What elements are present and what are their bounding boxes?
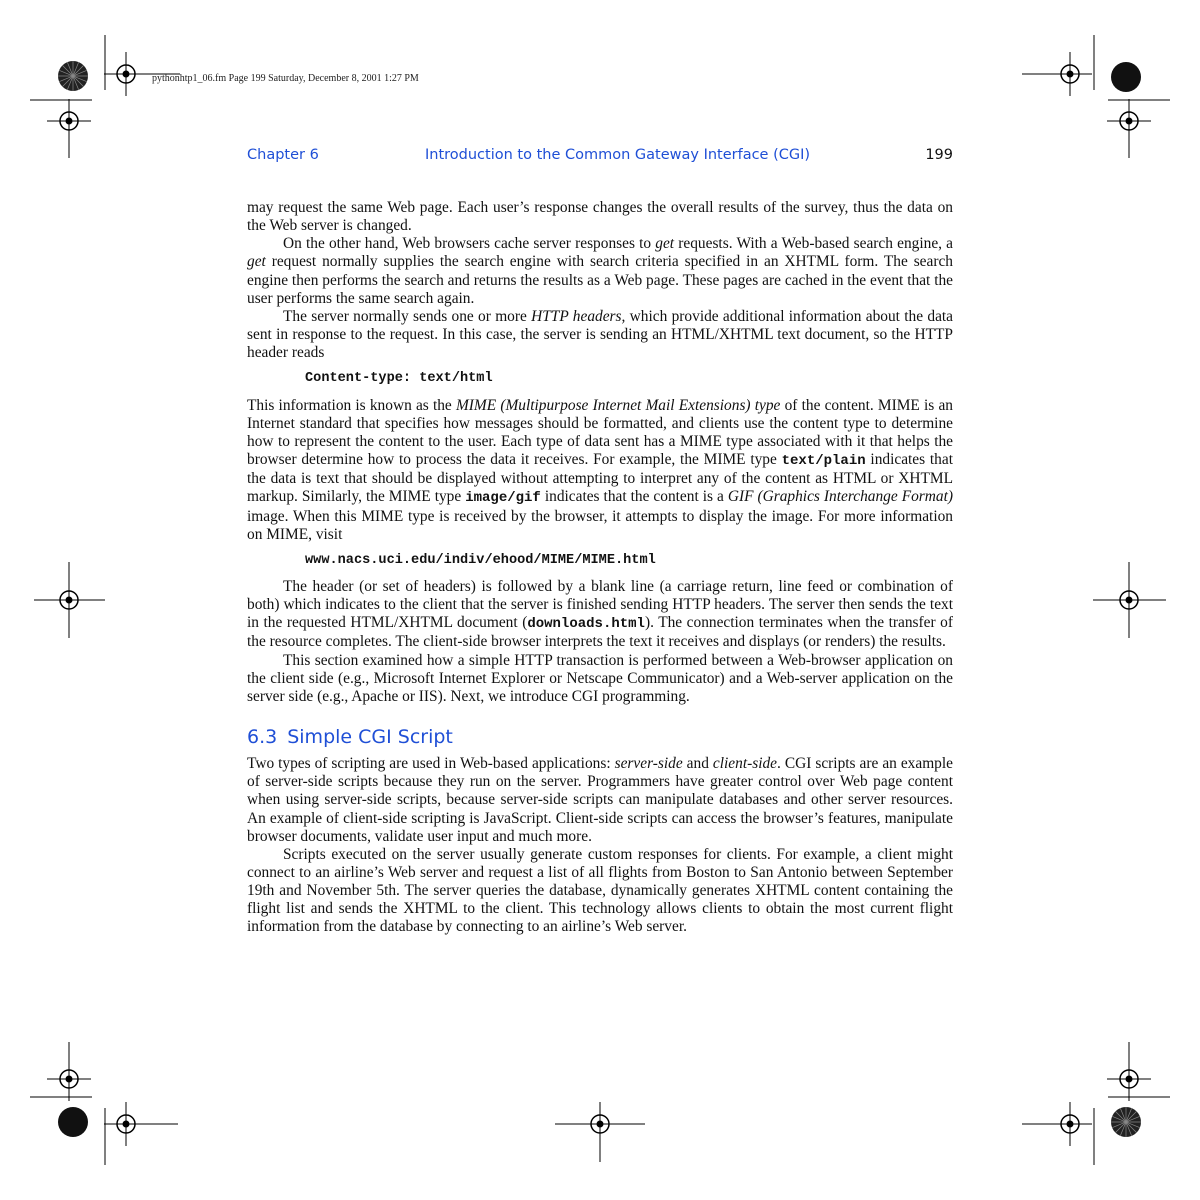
registration-mark-icon <box>1107 99 1151 143</box>
section-title: Simple CGI Script <box>287 726 453 749</box>
registration-mark-icon <box>104 52 148 96</box>
paragraph: The server normally sends one or more HTTP headers, which provide additional information about the data sent in response to the request. In this case, the server is sending an HTML/XHTML text document, so the HTTP header reads <box>247 307 954 362</box>
paragraph: This section examined how a simple HTTP transaction is performed between a Web-browser application on the client side (e.g., Microsoft Internet Explorer or Netscape Communicator) and a Web-server application on the server side (e.g., Apache or IIS). Next, we introduce CGI programming. <box>247 651 953 705</box>
page-number: 199 <box>925 147 953 163</box>
print-slug: pythonhtp1_06.fm Page 199 Saturday, December 8, 2001 1:27 PM <box>152 73 419 84</box>
paragraph: Scripts executed on the server usually generate custom responses for clients. For example, a client might connect to an airline’s Web server and request a list of all flights from Boston to San Antonio between September 19th and November 5th. The server queries the database, dynamically generates XHTML content containing the flight list and sends the XHTML to the client. This technology allows clients to obtain the most current flight information from the database by connecting to an airline’s Web server. <box>247 845 953 936</box>
code-line: Content-type: text/html <box>305 371 493 387</box>
chapter-title: Introduction to the Common Gateway Interface (CGI) <box>425 147 811 163</box>
registration-mark-icon <box>1107 1057 1151 1101</box>
color-target-bottom-left <box>58 1107 88 1137</box>
running-head <box>247 147 953 167</box>
section-heading <box>247 725 953 749</box>
registration-mark-icon <box>1048 1102 1092 1146</box>
paragraph: The header (or set of headers) is followed by a blank line (a carriage return, line feed or combination of both) which indicates to the client that the server is finished sending HTTP headers. The server then sends the text in the requested HTML/XHTML document (downloads.html). The connection terminates when the transfer of the resource completes. The client-side browser interprets the text it receives and displays (or renders) the results. <box>247 577 953 651</box>
section-number: 6.3 <box>247 726 278 749</box>
registration-mark-icon <box>47 1057 91 1101</box>
paragraph: may request the same Web page. Each user’s response changes the overall results of the survey, thus the data on the Web server is changed. <box>247 199 953 235</box>
color-target-bottom-right <box>1111 1107 1141 1137</box>
color-target-top-left <box>58 61 88 91</box>
registration-mark-icon <box>1107 578 1151 622</box>
code-line-url: www.nacs.uci.edu/indiv/ehood/MIME/MIME.html <box>305 552 656 568</box>
paragraph: Two types of scripting are used in Web-based applications: server-side and client-side. CGI scripts are an example of server-side scripts because they run on the server. Programmers have greater control over Web page content when using server-side scripts, because server-side scripts can manipulate databases and other server resources. An example of client-side scripting is JavaScript. Client-side scripts can access the browser’s features, manipulate browser documents, validate user input and much more. <box>247 755 953 845</box>
paragraph: This information is known as the MIME (Multipurpose Internet Mail Extensions) type of the content. MIME is an Internet standard that specifies how messages should be formatted, and clients use the content type to determine how to represent the content to the user. Each type of data sent has a MIME type associated with it that helps the browser determine how to process the data it receives. For example, the MIME type text/plain indicates that the data is text that should be displayed without attempting to interpret any of the content as HTML or XHTML markup. Similarly, the MIME type image/gif indicates that the content is a GIF (Graphics Interchange Format) image. When this MIME type is received by the browser, it attempts to display the image. For more information on MIME, visit <box>247 396 953 543</box>
registration-mark-icon <box>104 1102 148 1146</box>
paragraph: On the other hand, Web browsers cache server responses to get requests. With a Web-based search engine, a get request normally supplies the search engine with search criteria specified in an XHTML form. The search engine then performs the search and returns the results as a Web page. These pages are cached in the event that the user performs the same search again. <box>247 235 954 307</box>
registration-mark-icon <box>578 1102 622 1146</box>
chapter-label: Chapter 6 <box>247 147 319 163</box>
registration-mark-icon <box>1048 52 1092 96</box>
color-target-top-right <box>1111 62 1141 92</box>
page-body <box>247 199 953 937</box>
registration-mark-icon <box>47 578 91 622</box>
registration-mark-icon <box>47 99 91 143</box>
